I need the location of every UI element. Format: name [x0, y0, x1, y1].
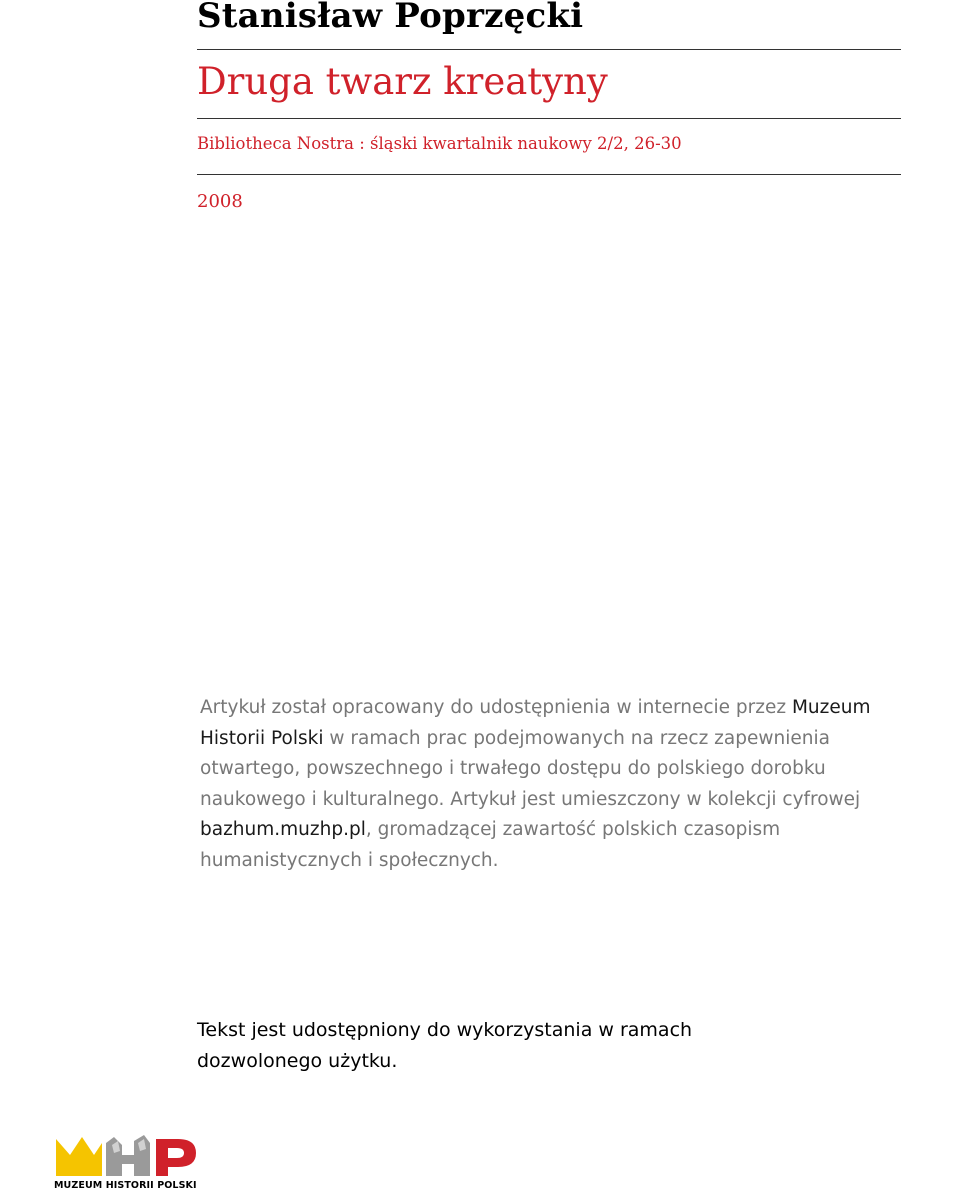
- collection-link[interactable]: bazhum.muzhp.pl: [200, 819, 366, 840]
- divider: [197, 174, 901, 175]
- statement-text: Artykuł został opracowany do udostępnienia w internecie przez: [200, 697, 792, 718]
- statement-text: , gromadzącej zawartość polskich czasopism humanistycznych i społecznych.: [200, 819, 781, 871]
- museum-logo-caption: MUZEUM HISTORII POLSKI: [54, 1180, 197, 1191]
- author-name: Stanisław Poprzęcki: [197, 0, 584, 36]
- divider: [197, 49, 901, 50]
- statement-text: w ramach prac podejmowanych na rzecz zapewnienia otwartego, powszechnego i trwałego dostępu do polskiego dorobku naukowego i kulturalnego. Artykuł jest umieszczony w kolekcji cyfrowej: [200, 727, 861, 810]
- article-title: Druga twarz kreatyny: [197, 60, 608, 103]
- museum-logo-icon: [54, 1133, 204, 1179]
- availability-statement: [200, 693, 900, 876]
- divider: [197, 118, 901, 119]
- museum-name: Muzeum Historii Polski: [200, 697, 871, 749]
- license-statement: Tekst jest udostępniony do wykorzystania w ramach dozwolonego użytku.: [197, 1019, 693, 1072]
- publication-year: 2008: [197, 191, 243, 212]
- source-citation: Bibliotheca Nostra : śląski kwartalnik naukowy 2/2, 26-30: [197, 134, 682, 153]
